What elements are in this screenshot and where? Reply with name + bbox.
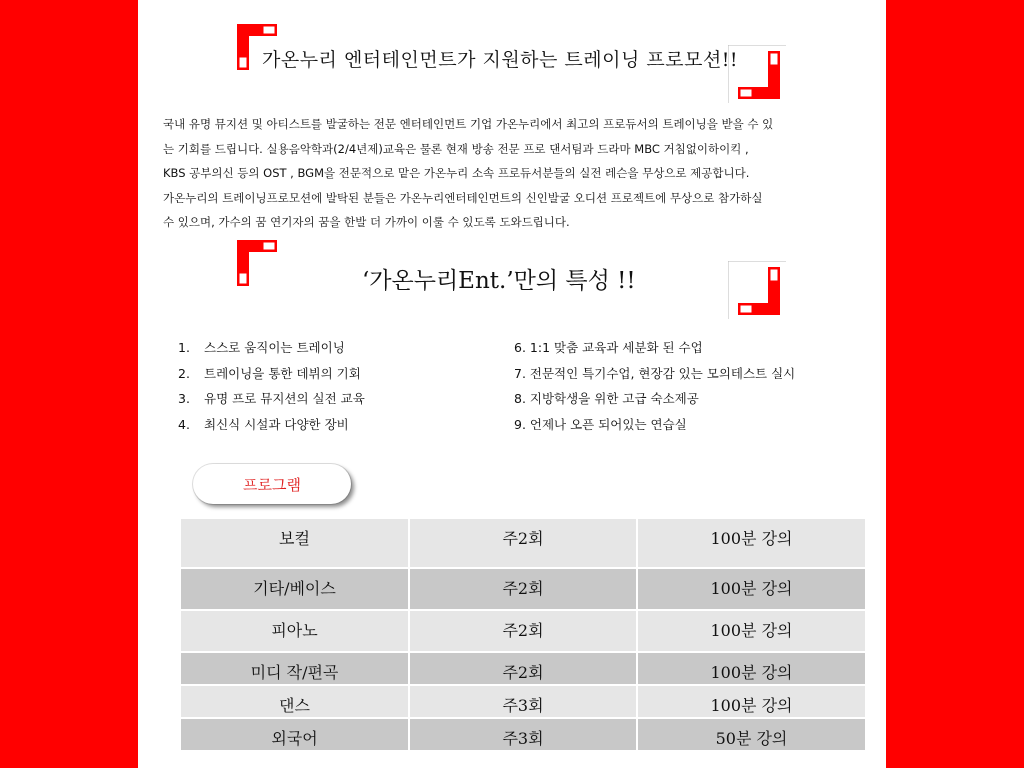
frequency-cell: 주3회 (409, 718, 637, 751)
duration-cell: 50분 강의 (637, 718, 865, 751)
table-row (181, 652, 865, 685)
intro-line: 가온누리의 트레이닝프로모션에 발탁된 분들은 가온누리엔터테인먼트의 신인발굴 오디션 프로젝트에 무상으로 참가하실 (163, 190, 763, 205)
frequency-cell: 주2회 (409, 519, 637, 568)
feature-list-right (514, 340, 795, 442)
subject-cell: 외국어 (181, 718, 409, 751)
feature-list-left (178, 340, 365, 442)
intro-line: 수 있으며, 가수의 꿈 연기자의 꿈을 한발 더 가까이 이룰 수 있도록 도와드립니다. (163, 215, 570, 229)
duration-cell: 100분 강의 (637, 652, 865, 685)
corner-bracket-top-left-icon (236, 239, 280, 299)
list-item: 6. 1:1 맞춤 교육과 세분화 된 수업 (514, 340, 703, 355)
table-row (181, 718, 865, 751)
program-table (181, 519, 865, 752)
frequency-cell: 주3회 (409, 685, 637, 718)
subject-cell: 기타/베이스 (181, 568, 409, 610)
list-item: 4. 최신식 시설과 다양한 장비 (178, 416, 349, 432)
list-item: 1. 스스로 움직이는 트레이닝 (178, 340, 345, 355)
table-row (181, 610, 865, 652)
duration-cell: 100분 강의 (637, 685, 865, 718)
frequency-cell: 주2회 (409, 568, 637, 610)
frequency-cell: 주2회 (409, 652, 637, 685)
features-title: ‘가온누리Ent.’만의 특성 !! (362, 268, 636, 294)
list-item: 3. 유명 프로 뮤지션의 실전 교육 (178, 391, 365, 406)
corner-bracket-bottom-right-icon (728, 261, 772, 321)
list-item: 7. 전문적인 특기수업, 현장감 있는 모의테스트 실시 (514, 365, 796, 381)
subject-cell: 피아노 (181, 610, 409, 652)
table-row (181, 568, 865, 610)
subject-cell: 댄스 (181, 685, 409, 718)
subject-cell: 미디 작/편곡 (181, 652, 409, 685)
frequency-cell: 주2회 (409, 610, 637, 652)
right-red-band (886, 0, 1024, 768)
duration-cell: 100분 강의 (637, 610, 865, 652)
table-row (181, 519, 865, 568)
intro-paragraph (163, 112, 863, 235)
list-item: 2. 트레이닝을 통한 데뷔의 기회 (178, 365, 361, 381)
table-row (181, 685, 865, 718)
duration-cell: 100분 강의 (637, 519, 865, 568)
duration-cell: 100분 강의 (637, 568, 865, 610)
page-title: 가온누리 엔터테인먼트가 지원하는 트레이닝 프로모션!! (262, 49, 739, 71)
intro-line: 국내 유명 뮤지션 및 아티스트를 발굴하는 전문 엔터테인먼트 기업 가온누리에서 최고의 프로듀서의 트레이닝을 받을 수 있 (163, 117, 774, 131)
subject-cell: 보컬 (181, 519, 409, 568)
list-item: 8. 지방학생을 위한 고급 숙소제공 (514, 391, 699, 406)
corner-bracket-bottom-right-icon (728, 45, 772, 105)
program-tab: 프로그램 (193, 464, 351, 504)
intro-line: KBS 공부의신 등의 OST , BGM을 전문적으로 맡은 가온누리 소속 프로듀서분들의 실전 레슨을 무상으로 제공합니다. (163, 166, 750, 180)
intro-line: 는 기회를 드립니다. 실용음악학과(2/4년제)교육은 물론 현재 방송 전문 프로 댄서팀과 드라마 MBC 거침없이하이킥 , (163, 141, 749, 156)
list-item: 9. 언제나 오픈 되어있는 연습실 (514, 416, 687, 432)
left-red-band (0, 0, 138, 768)
